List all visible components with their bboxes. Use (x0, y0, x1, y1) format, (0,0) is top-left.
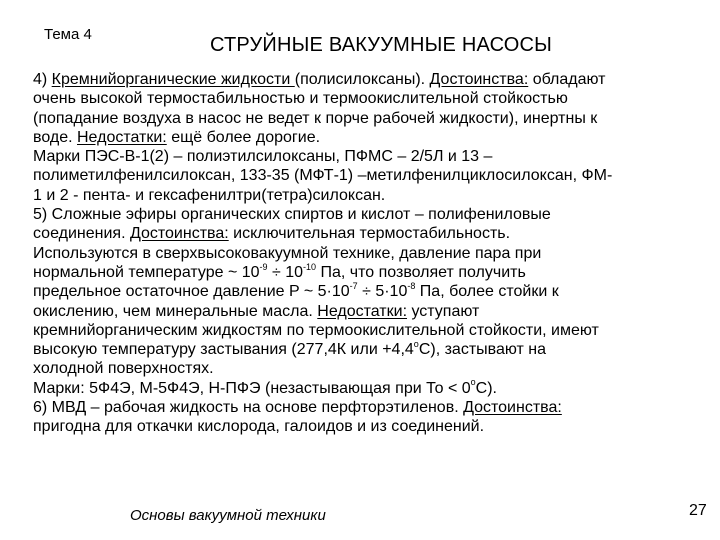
text: Па, более стойки к (415, 283, 559, 301)
text: обладают (528, 71, 606, 88)
text-line: Используются в сверхвысоковакуумной технике, давление пара при (33, 244, 542, 262)
text-line: 5) Сложные эфиры органических спиртов и кислот – полифениловые (33, 206, 551, 224)
text: предельное остаточное давление P ~ 5·10 (33, 283, 350, 301)
page-number: 27 (689, 502, 707, 519)
exponent: -9 (259, 261, 268, 272)
text: нормальной температуре ~ 10 (33, 263, 260, 281)
text-line: кремнийорганическим жидкостям по термоокислительной стойкости, имеют (33, 321, 599, 339)
text: ÷ 5·10 (357, 283, 408, 301)
text-line: (попадание воздуха в насос не ведет к порче рабочей жидкости), инертны к (33, 109, 598, 127)
text: Марки: 5Ф4Э, М-5Ф4Э, Н-ПФЭ (незастывающая при То < 0 (33, 379, 471, 397)
text-line: пригодна для откачки кислорода, галоидов и из соединений. (33, 418, 485, 436)
text: исключительная термостабильность. (228, 225, 511, 243)
text: 6) МВД – рабочая жидкость на основе перфторэтиленов. (33, 399, 464, 417)
text: (полисилоксаны). (294, 71, 430, 88)
text-line (33, 128, 698, 147)
text-line (33, 224, 698, 243)
text: ещё более дорогие. (166, 128, 321, 146)
text: окислению, чем минеральные масла. (33, 302, 318, 320)
slide-title: СТРУЙНЫЕ ВАКУУМНЫЕ НАСОСЫ (210, 34, 553, 56)
footer-course-name: Основы вакуумной техники (130, 507, 326, 524)
text-line: полиметилфенилсилоксан, 133-35 (МФТ-1) –метилфенилциклосилоксан, ФМ- (33, 167, 613, 185)
text-line: 1 и 2 - пента- и гексафенилтри(тетра)силоксан. (33, 186, 386, 204)
text-line (33, 302, 698, 321)
advantages-label: Достоинства: (129, 225, 229, 243)
text: Па, что позволяет получить (316, 263, 526, 281)
text-line (33, 379, 698, 398)
text: уступают (407, 302, 480, 320)
text-line (33, 282, 698, 301)
text: воде. (33, 128, 77, 146)
advantages-label: Достоинства: (463, 399, 562, 417)
text: ÷ 10 (267, 263, 304, 281)
text-line (33, 340, 698, 359)
text: высокую температуру застывания (277,4К или +4,4 (33, 341, 414, 359)
text-line (33, 263, 698, 282)
text-line: Марки ПЭС-В-1(2) – полиэтилсилоксаны, ПФМС – 2/5Л и 13 – (33, 148, 493, 166)
text-line (33, 70, 698, 89)
slide-body (33, 70, 698, 437)
text: соединения. (33, 225, 130, 243)
text: С), застывают на (418, 341, 547, 359)
disadvantages-label: Недостатки: (77, 128, 167, 146)
exponent: -7 (349, 280, 358, 291)
exponent: -8 (407, 280, 416, 291)
disadvantages-label: Недостатки: (317, 302, 408, 320)
underlined-term: Кремнийорганические жидкости (51, 71, 295, 88)
text-line: очень высокой термостабильностью и термоокислительной стойкостью (33, 90, 568, 108)
text: 4) (33, 71, 52, 88)
degree-sign: о (413, 338, 419, 349)
advantages-label: Достоинства: (429, 71, 529, 88)
text-line: холодной поверхностях. (33, 360, 214, 378)
text: С). (475, 379, 497, 397)
degree-sign: о (470, 377, 476, 388)
text-line (33, 398, 698, 417)
topic-label: Тема 4 (44, 26, 92, 43)
exponent: -10 (303, 261, 317, 272)
